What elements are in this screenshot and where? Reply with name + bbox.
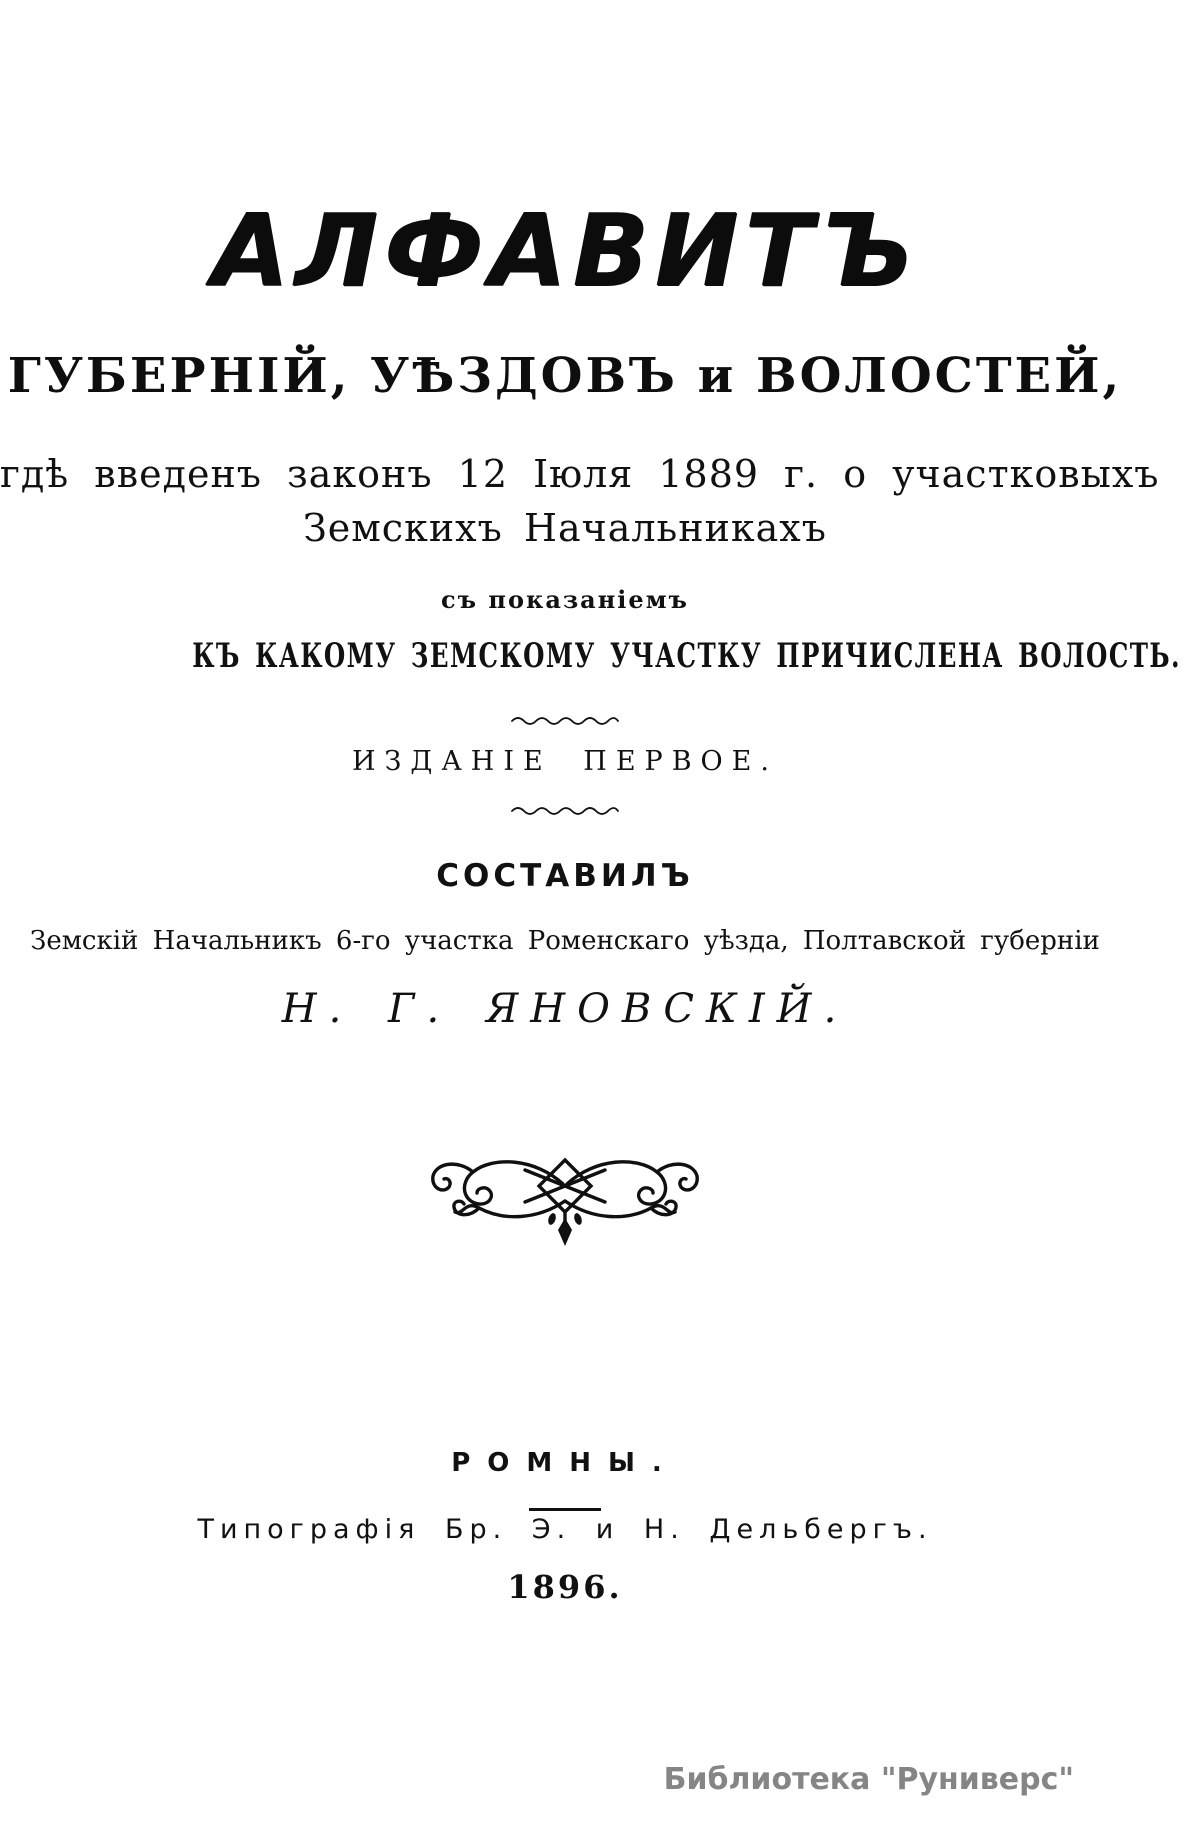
compiler-title: Земскій Начальникъ 6-го участка Роменскаго уѣзда, Полтавской губерніи (30, 926, 1100, 956)
city-underline-rule (0, 1496, 1130, 1515)
main-title: АЛФАВИТЪ (211, 192, 919, 309)
compiled-label: СОСТАВИЛЪ (436, 858, 694, 894)
description-line-2: Земскихъ Начальникахъ (303, 506, 827, 550)
wavy-rule-bottom-icon (0, 804, 1130, 823)
library-watermark: Библиотека "Руниверс" (663, 1762, 1074, 1797)
wavy-rule-top-icon (0, 714, 1130, 733)
edition-label: ИЗДАНІЕ ПЕРВОЕ. (352, 746, 778, 777)
note-intro: съ показаніемъ (441, 585, 689, 614)
subtitle: ГУБЕРНІЙ, УѢЗДОВЪ и ВОЛОСТЕЙ, (7, 348, 1123, 404)
printer-imprint: Типографія Бр. Э. и Н. Дельбергъ. (197, 1514, 933, 1545)
compiler-name: Н. Г. ЯНОВСКІЙ. (281, 986, 849, 1032)
description-line-1: гдѣ введенъ законъ 12 Іюля 1889 г. о участковыхъ (0, 452, 1160, 496)
publication-year: 1896. (507, 1568, 623, 1606)
note-main-text: КЪ КАКОМУ ЗЕМСКОМУ УЧАСТКУ ПРИЧИСЛЕНА ВОЛОСТЬ. (192, 636, 1182, 676)
note-main (0, 636, 1182, 676)
city-name: РОМНЫ. (451, 1448, 679, 1478)
calligraphic-flourish-icon (0, 1146, 1130, 1250)
